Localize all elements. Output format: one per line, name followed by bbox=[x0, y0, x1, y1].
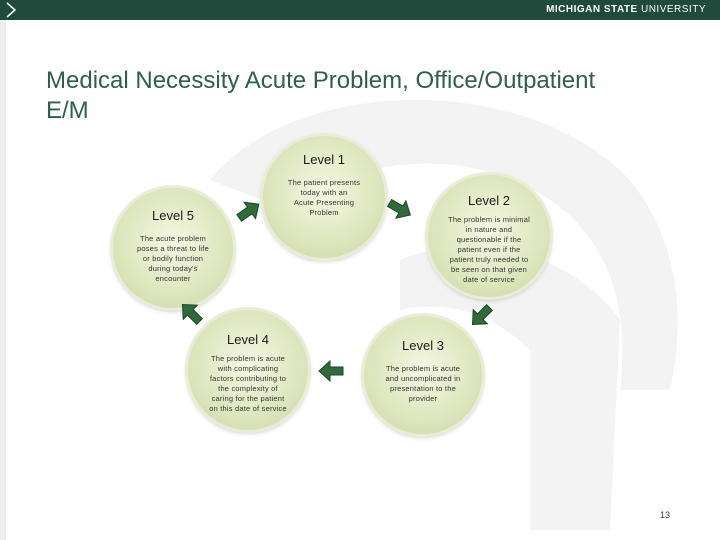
level-4-node bbox=[188, 310, 308, 430]
level-2-node bbox=[428, 175, 550, 297]
left-edge-strip bbox=[0, 20, 6, 540]
level-5-label: Level 5 bbox=[152, 208, 194, 223]
level-1-label: Level 1 bbox=[303, 152, 345, 167]
level-5-node bbox=[113, 188, 233, 308]
level-3-node bbox=[364, 316, 482, 434]
level-2-description: The problem is minimal in nature and questionable if the patient even if the patient truly needed to be seen on that given date of service bbox=[448, 215, 530, 284]
level-5-description: The acute problem poses a threat to life or bodily function during today's encounter bbox=[137, 234, 209, 283]
header-bar bbox=[0, 0, 720, 20]
chevron-right-icon[interactable] bbox=[4, 2, 18, 18]
slide-title bbox=[46, 66, 686, 126]
university-logo: MICHIGAN STATE UNIVERSITY bbox=[546, 4, 706, 15]
level-4-label: Level 4 bbox=[227, 332, 269, 347]
title-line-2: E/M bbox=[46, 97, 89, 124]
page-number: 13 bbox=[660, 510, 671, 520]
level-4-description: The problem is acute with complicating factors contributing to the complexity of caring for the patient on this date of service bbox=[209, 354, 287, 413]
level-2-label: Level 2 bbox=[468, 193, 510, 208]
level-1-node bbox=[263, 136, 385, 258]
level-3-label: Level 3 bbox=[402, 338, 444, 353]
arrow-level3-to-level4-icon bbox=[318, 360, 344, 382]
level-3-description: The problem is acute and uncomplicated in presentation to the provider bbox=[385, 364, 461, 403]
level-1-description: The patient presents today with an Acute Presenting Problem bbox=[287, 178, 361, 217]
title-line-1: Medical Necessity Acute Problem, Office/Outpatient bbox=[46, 67, 596, 94]
spartan-helmet-watermark bbox=[150, 60, 710, 540]
